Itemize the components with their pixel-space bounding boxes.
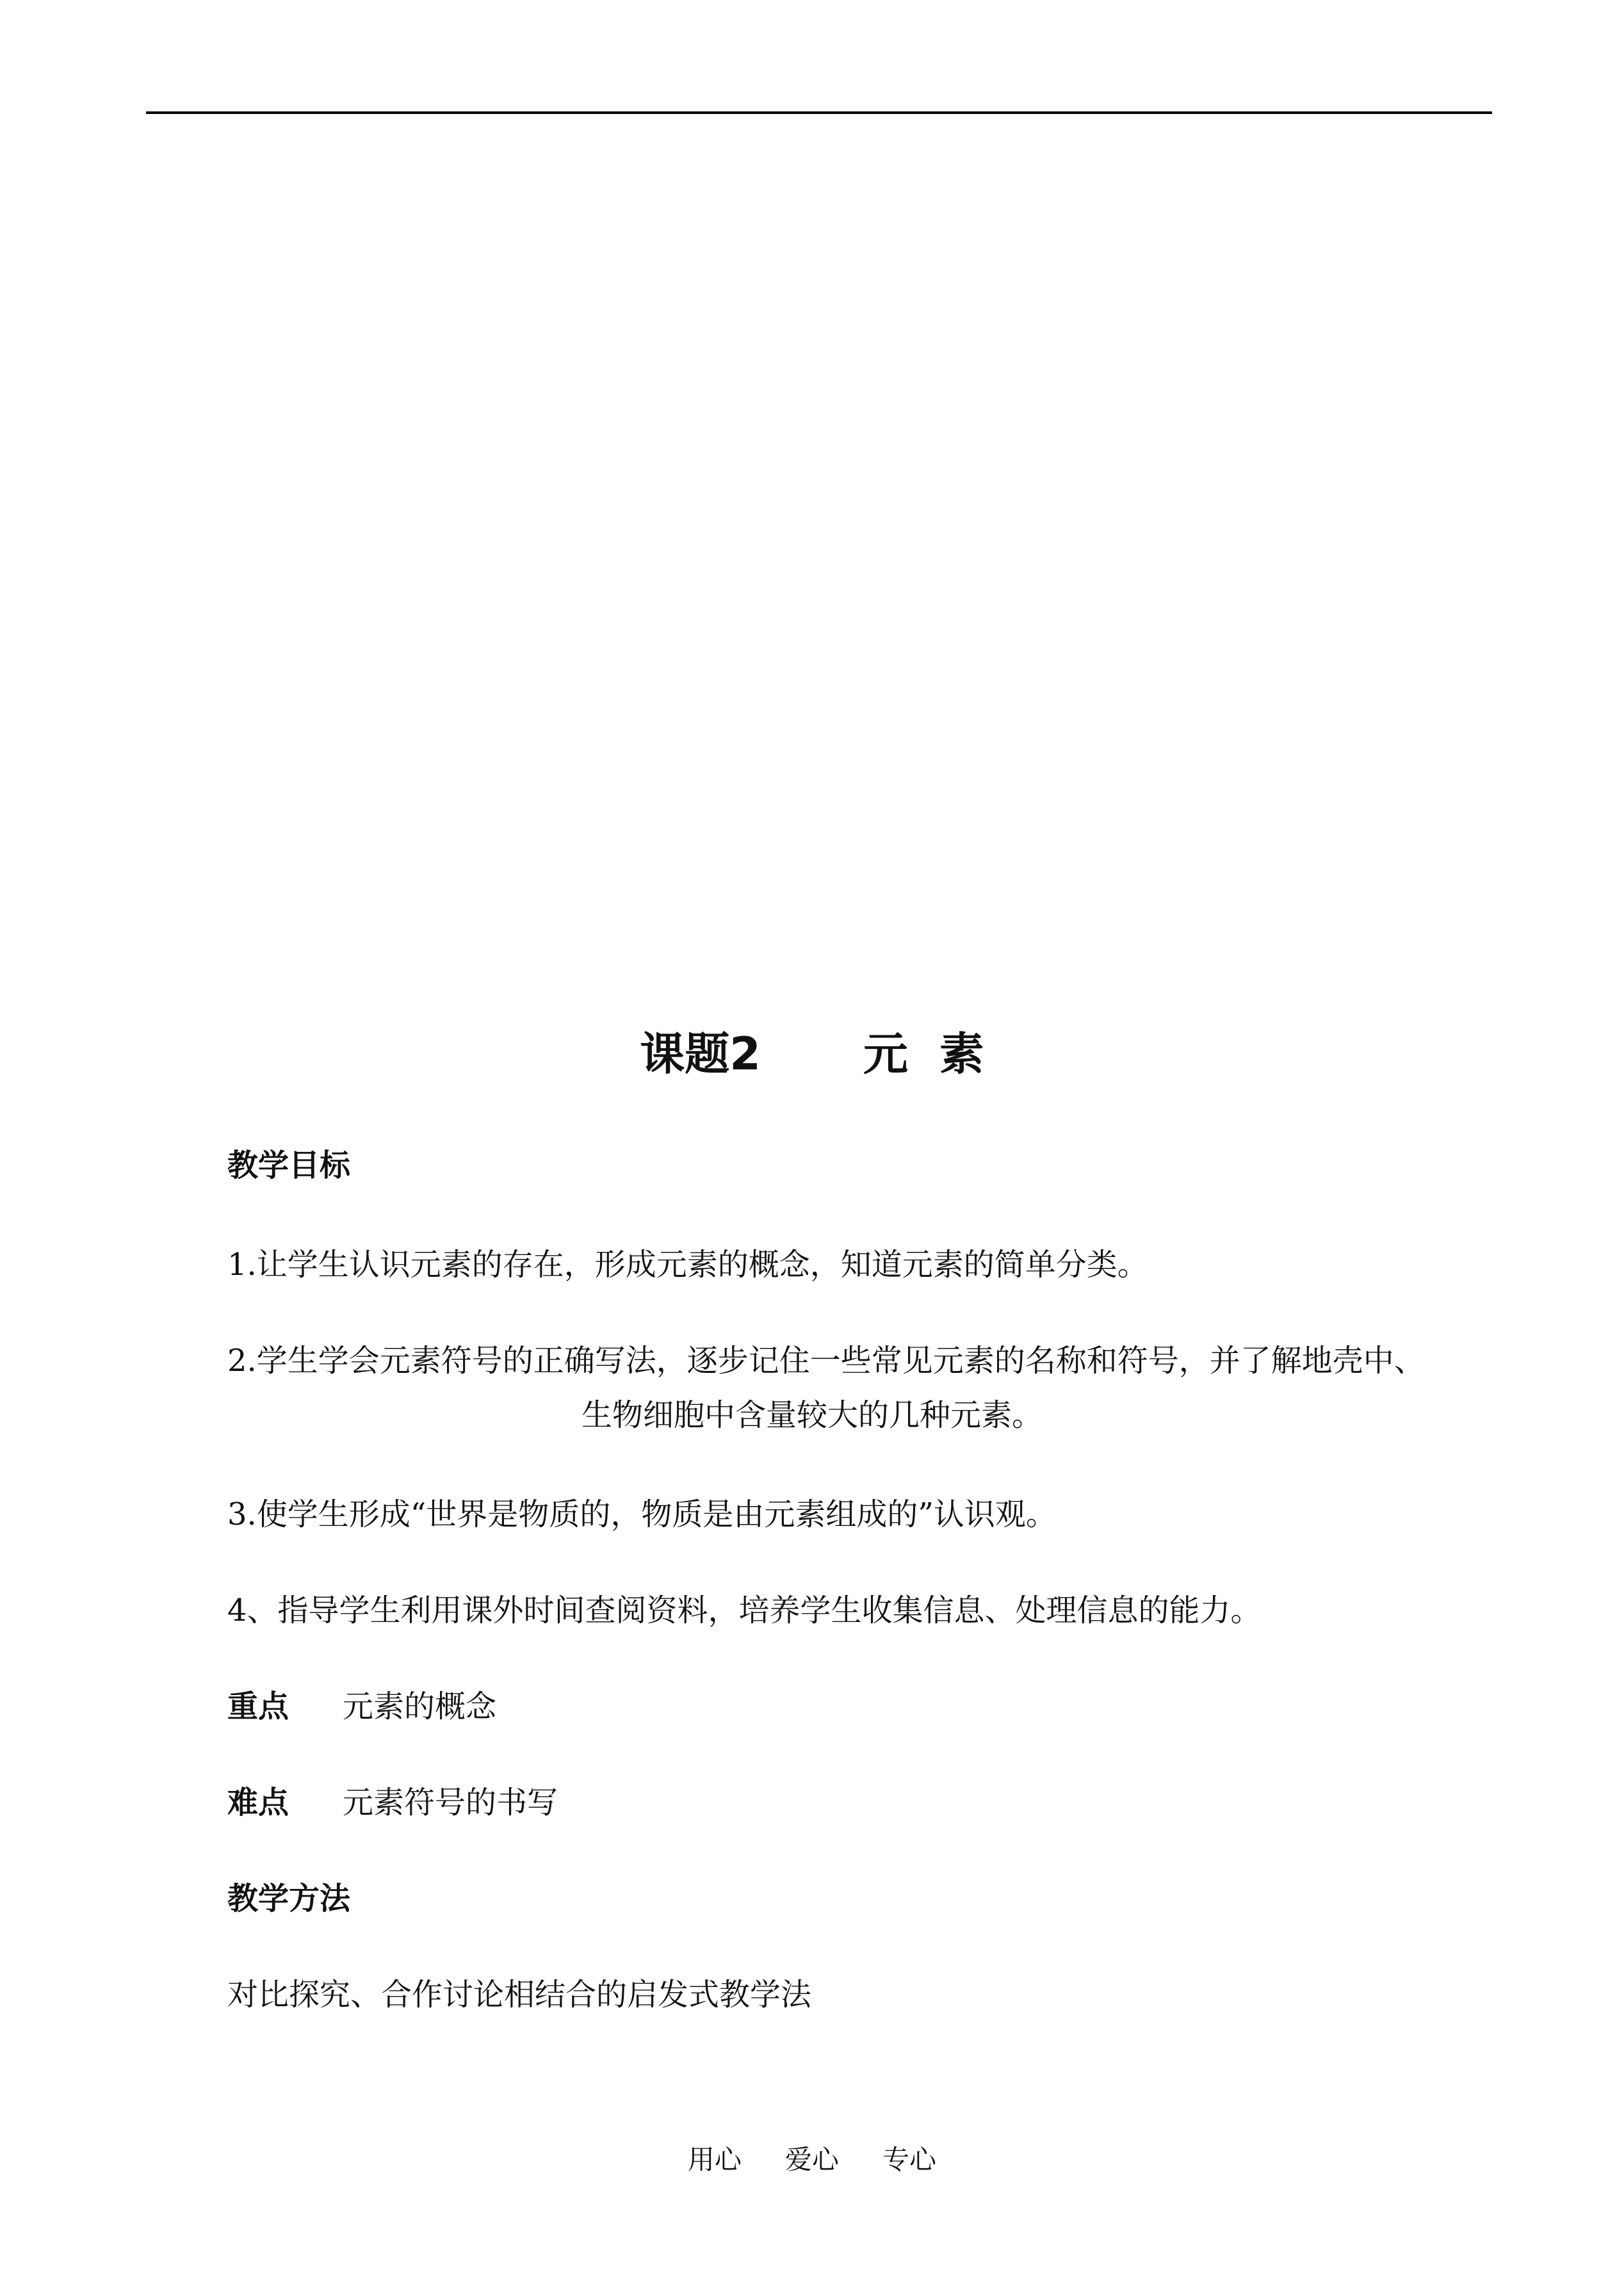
objective-1: 1.让学生认识元素的存在，形成元素的概念，知道元素的简单分类。 — [227, 1247, 1148, 1283]
page-footer — [0, 2142, 1624, 2178]
key-point-label: 重点 — [227, 1689, 289, 1724]
page-title — [0, 1022, 1624, 1086]
method-heading: 教学方法 — [227, 1881, 351, 1917]
objective-4: 4、指导学生利用课外时间查阅资料，培养学生收集信息、处理信息的能力。 — [227, 1593, 1262, 1628]
difficulty-text: 元素符号的书写 — [343, 1785, 558, 1821]
difficulty-row — [227, 1783, 558, 1822]
title-topic: 元 素 — [863, 1028, 984, 1080]
header-rule — [146, 111, 1492, 114]
objective-3: 3.使学生形成“世界是物质的，物质是由元素组成的”认识观。 — [227, 1496, 1057, 1532]
difficulty-label: 难点 — [227, 1785, 289, 1821]
title-lesson: 课题2 — [640, 1028, 761, 1080]
footer-item-2: 爱心 — [784, 2144, 839, 2175]
key-point-row — [227, 1687, 496, 1726]
objective-2-continued: 生物细胞中含量较大的几种元素。 — [581, 1397, 1043, 1433]
objective-2: 2.学生学会元素符号的正确写法，逐步记住一些常见元素的名称和符号，并了解地壳中、 — [227, 1343, 1425, 1379]
key-point-text: 元素的概念 — [343, 1689, 497, 1724]
objectives-heading: 教学目标 — [227, 1148, 351, 1183]
method-text: 对比探究、合作讨论相结合的启发式教学法 — [227, 1977, 812, 2013]
footer-item-3: 专心 — [882, 2144, 937, 2175]
footer-item-1: 用心 — [687, 2144, 742, 2175]
